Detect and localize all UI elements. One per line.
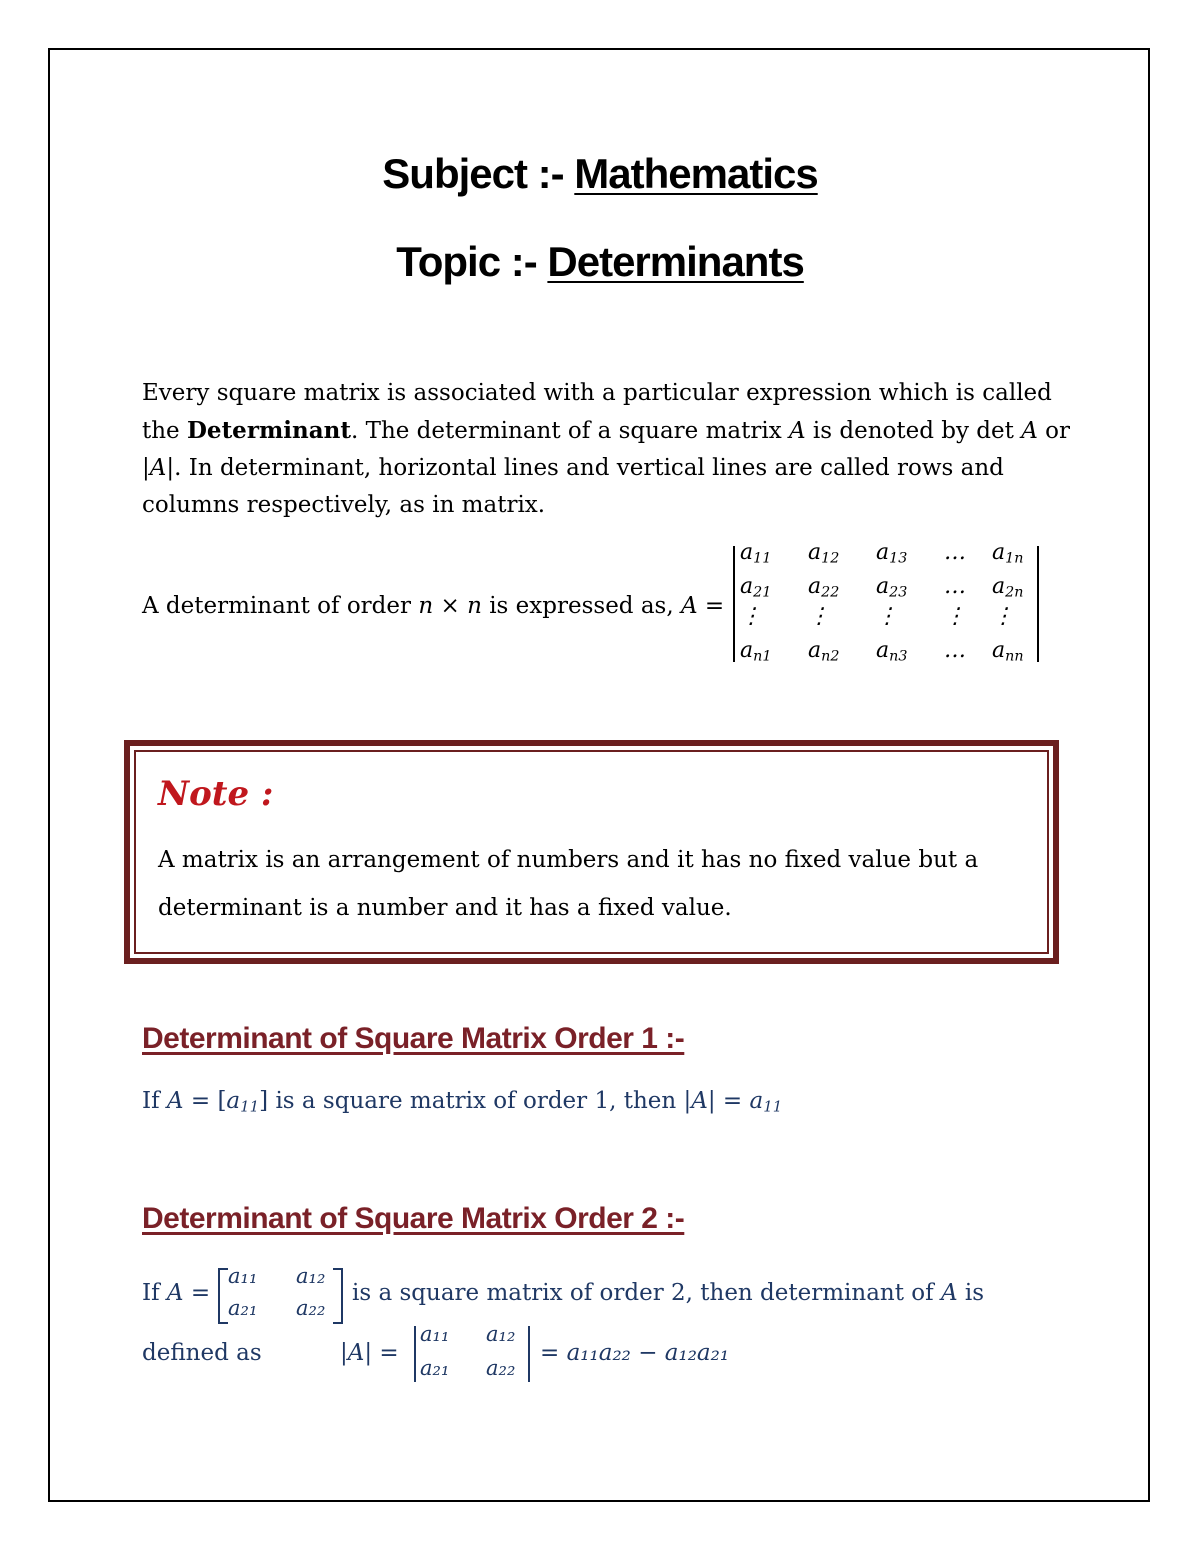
matrix-a12: a₁₂ <box>296 1264 326 1288</box>
intro-line-4: columns respectively, as in matrix. <box>142 492 546 518</box>
det-cell-r4-c3: $a_{n3}$ <box>876 638 908 665</box>
det2-a11: a₁₁ <box>420 1322 450 1346</box>
det-cell-r3-c2: ⋮ <box>808 604 830 629</box>
note-title: Note : <box>158 774 274 814</box>
det-cell-r4-c5: $a_{nn}$ <box>992 638 1024 665</box>
determinant-bold: Determinant <box>186 417 351 444</box>
det-cell-r3-c4: ⋮ <box>944 604 966 629</box>
section1-heading: Determinant of Square Matrix Order 1 :- <box>142 1022 685 1055</box>
det2-right-bar <box>528 1326 530 1382</box>
det-cell-r2-c3: $a_{23}$ <box>876 574 908 601</box>
section2-heading: Determinant of Square Matrix Order 2 :- <box>142 1202 685 1235</box>
topic-prefix: Topic :- <box>396 238 548 285</box>
note-line-2: determinant is a number and it has a fixed value. <box>158 895 732 921</box>
order-line: A determinant of order n × n is expressed as, A = <box>142 593 725 619</box>
intro-line-1: Every square matrix is associated with a particular expression which is called <box>142 380 1052 406</box>
section2-defined: defined as <box>142 1340 262 1366</box>
det-cell-r3-c5: ⋮ <box>992 604 1014 629</box>
intro-line-2: the Determinant. The determinant of a square matrix A is denoted by det A or <box>142 417 1070 444</box>
det-cell-r3-c1: ⋮ <box>740 604 762 629</box>
section2-absA: |A| = <box>340 1340 399 1366</box>
matrix-a22: a₂₂ <box>296 1296 326 1320</box>
intro-line-3: |A|. In determinant, horizontal lines and vertical lines are called rows and <box>142 455 1004 481</box>
det-cell-r1-c5: $a_{1n}$ <box>992 540 1024 567</box>
det-cell-r4-c2: $a_{n2}$ <box>808 638 840 665</box>
section2-text: is a square matrix of order 2, then determinant of A is <box>352 1280 985 1306</box>
det-cell-r2-c5: $a_{2n}$ <box>992 574 1024 601</box>
det2-a22: a₂₂ <box>486 1356 516 1380</box>
det2-left-bar <box>414 1326 416 1382</box>
det2-a21: a₂₁ <box>420 1356 450 1380</box>
det-cell-r4-c1: $a_{n1}$ <box>740 638 772 665</box>
topic-title <box>0 238 1200 286</box>
det-cell-r1-c4: … <box>944 540 966 565</box>
matrix-a11: a₁₁ <box>228 1264 258 1288</box>
det2-a12: a₁₂ <box>486 1322 516 1346</box>
det-cell-r2-c2: $a_{22}$ <box>808 574 840 601</box>
note-line-1: A matrix is an arrangement of numbers and it has no fixed value but a <box>158 847 979 873</box>
intro-paragraph <box>142 375 1072 524</box>
note-text <box>158 836 1018 932</box>
det-right-bar <box>1037 546 1039 662</box>
topic-value: Determinants <box>547 238 804 285</box>
det-cell-r1-c3: $a_{13}$ <box>876 540 908 567</box>
section2-result: = a₁₁a₂₂ − a₁₂a₂₁ <box>540 1340 730 1366</box>
subject-value: Mathematics <box>574 150 818 197</box>
section2-if: If A = <box>142 1280 211 1306</box>
matrix-right-bracket <box>333 1268 343 1324</box>
det-cell-r2-c4: … <box>944 574 966 599</box>
det-cell-r1-c2: $a_{12}$ <box>808 540 840 567</box>
det-left-bar <box>733 546 735 662</box>
det-cell-r1-c1: $a_{11}$ <box>740 540 772 567</box>
subject-prefix: Subject :- <box>382 150 575 197</box>
det-cell-r4-c4: … <box>944 638 966 663</box>
section1-text: If $A = [a_{11}]$ is a square matrix of order 1, then $|A| = a_{11}$ <box>142 1088 783 1116</box>
det-cell-r2-c1: $a_{21}$ <box>740 574 772 601</box>
matrix-left-bracket <box>218 1268 228 1324</box>
subject-title <box>0 150 1200 198</box>
matrix-a21: a₂₁ <box>228 1296 258 1320</box>
det-cell-r3-c3: ⋮ <box>876 604 898 629</box>
